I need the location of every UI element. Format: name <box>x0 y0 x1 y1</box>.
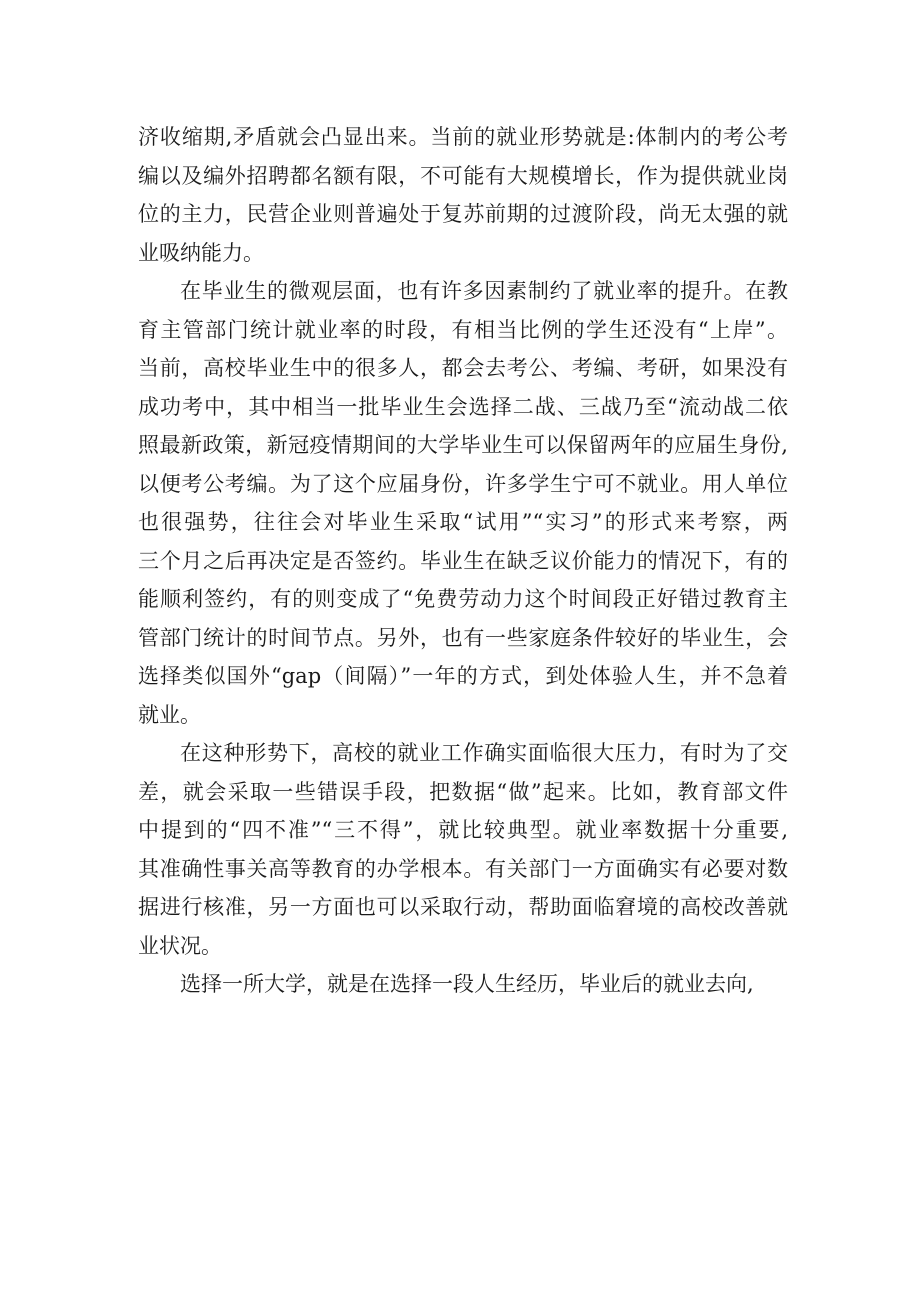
text-line: 当前，高校毕业生中的很多人，都会去考公、考编、考研，如果没有 <box>138 356 788 380</box>
text-line: 业状况。 <box>138 933 222 958</box>
text-line: 选择一所大学，就是在选择一段人生经历，毕业后的就业去向, <box>180 972 754 996</box>
text-line: 能顺利签约，有的则变成了“免费劳动力这个时间段正好错过教育主 <box>138 587 788 611</box>
text-line: 差，就会采取一些错误手段，把数据“做”起来。比如，教育部文件 <box>138 779 788 804</box>
text-line: 管部门统计的时间节点。另外，也有一些家庭条件较好的毕业生，会 <box>138 625 788 650</box>
paragraph <box>138 965 788 1004</box>
paragraph <box>138 734 788 965</box>
text-line: 中提到的“四不准”“三不得”，就比较典型。就业率数据十分重要, <box>138 818 788 842</box>
text-line: 其准确性事关高等教育的办学根本。有关部门一方面确实有必要对数 <box>138 856 788 881</box>
text-line: 据进行核准，另一方面也可以采取行动，帮助面临窘境的高校改善就 <box>138 895 788 919</box>
text-line: 济收缩期,矛盾就会凸显出来。当前的就业形势就是:体制内的考公考 <box>138 125 788 149</box>
text-line: 以便考公考编。为了这个应届身份，许多学生宁可不就业。用人单位 <box>138 471 788 496</box>
text-line: 照最新政策，新冠疫情期间的大学毕业生可以保留两年的应届生身份, <box>138 433 788 457</box>
text-line: 就业。 <box>138 702 201 727</box>
text-line: 成功考中，其中相当一批毕业生会选择二战、三战乃至“流动战二依 <box>138 394 788 419</box>
text-line: 选择类似国外“gap（间隔）”一年的方式，到处体验人生，并不急着 <box>138 664 788 688</box>
text-line: 业吸纳能力。 <box>138 240 264 265</box>
text-line: 三个月之后再决定是否签约。毕业生在缺乏议价能力的情况下，有的 <box>138 548 788 573</box>
text-line: 在这种形势下，高校的就业工作确实面临很大压力，有时为了交 <box>180 741 788 765</box>
paragraph <box>138 272 788 734</box>
text-line: 编以及编外招聘都名额有限，不可能有大规模增长，作为提供就业岗 <box>138 163 788 188</box>
body-text <box>138 118 788 1004</box>
paragraph <box>138 118 788 272</box>
text-line: 育主管部门统计就业率的时段，有相当比例的学生还没有“上岸”。 <box>138 317 788 342</box>
text-line: 位的主力，民营企业则普遍处于复苏前期的过渡阶段，尚无太强的就 <box>138 202 788 226</box>
text-line: 也很强势，往往会对毕业生采取“试用”“实习”的形式来考察，两 <box>138 510 788 534</box>
text-line: 在毕业生的微观层面，也有许多因素制约了就业率的提升。在教 <box>180 279 788 303</box>
